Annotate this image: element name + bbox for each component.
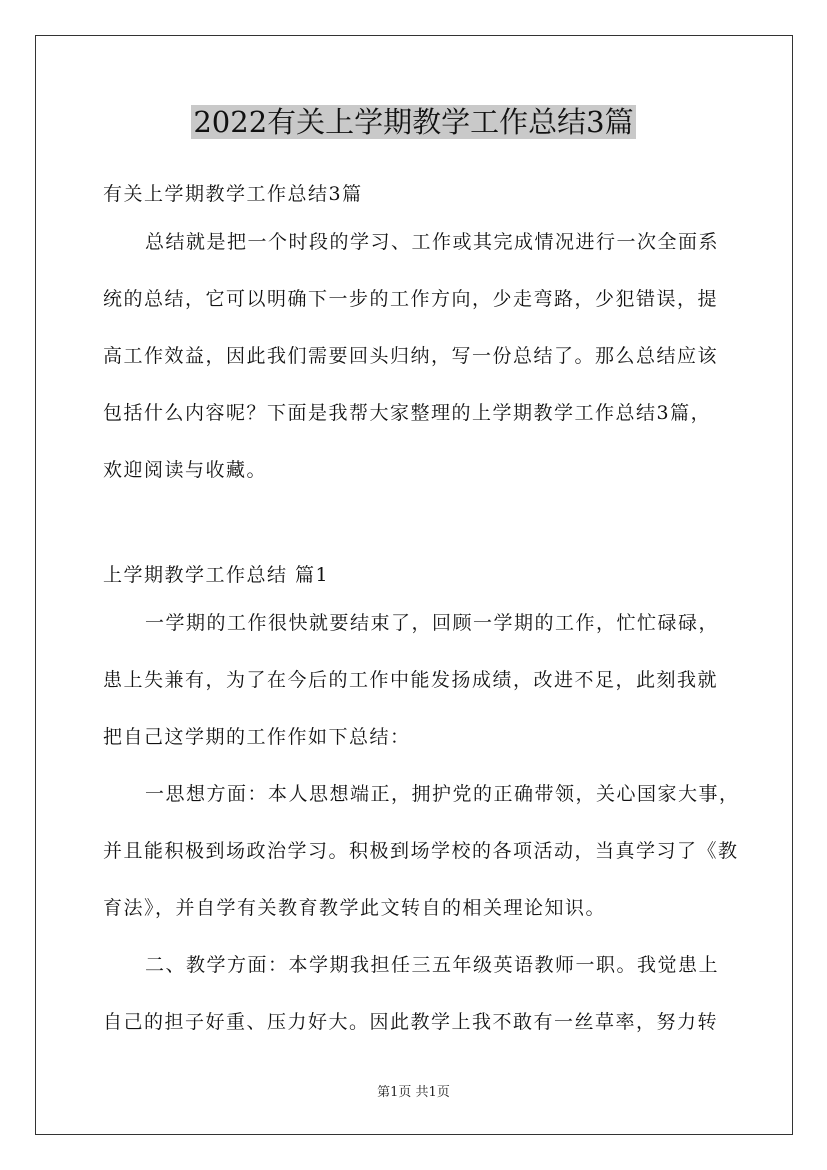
- paragraph-line: 二、教学方面：本学期我担任三五年级英语教师一职。我觉患上: [145, 954, 720, 976]
- paragraph-line: 一思想方面：本人思想端正，拥护党的正确带领，关心国家大事，: [145, 783, 740, 805]
- intro-paragraph: [103, 214, 727, 499]
- intro-line: 统的总结，它可以明确下一步的工作方向，少走弯路，少犯错误，提: [103, 288, 719, 310]
- section-heading: 上学期教学工作总结 篇1: [103, 564, 330, 586]
- paragraph-gap: [103, 499, 727, 555]
- paragraph-line: 并且能积极到场政治学习。积极到场学校的各项活动，当真学习了《教: [103, 840, 739, 862]
- document-title-text: 2022有关上学期教学工作总结3篇: [193, 105, 634, 139]
- intro-line: 高工作效益，因此我们需要回头归纳，写一份总结了。那么总结应该: [103, 345, 719, 367]
- paragraph-line: 把自己这学期的工作作如下总结：: [103, 726, 411, 748]
- page-footer: 第1页 共1页: [377, 1085, 450, 1100]
- paragraph-line: 自己的担子好重、压力好大。因此教学上我不敢有一丝草率，努力转: [103, 1011, 719, 1033]
- paragraph-line: 患上失兼有，为了在今后的工作中能发扬成绩，改进不足，此刻我就: [103, 669, 719, 691]
- document-body: [103, 174, 740, 1051]
- paragraph-line: 一学期的工作很快就要结束了，回顾一学期的工作，忙忙碌碌，: [145, 612, 720, 634]
- section-paragraph-1: [103, 595, 727, 766]
- intro-line: 欢迎阅读与收藏。: [103, 459, 268, 481]
- section-paragraph-2: [103, 766, 740, 937]
- intro-line: 包括什么内容呢？下面是我帮大家整理的上学期教学工作总结3篇，: [103, 402, 712, 424]
- intro-line: 总结就是把一个时段的学习、工作或其完成情况进行一次全面系: [145, 231, 720, 253]
- document-subtitle: 有关上学期教学工作总结3篇: [103, 183, 363, 205]
- paragraph-line: 育法》，并自学有关教育教学此文转自的相关理论知识。: [103, 897, 607, 919]
- section-paragraph-3: [103, 937, 727, 1051]
- document-title: [0, 101, 827, 143]
